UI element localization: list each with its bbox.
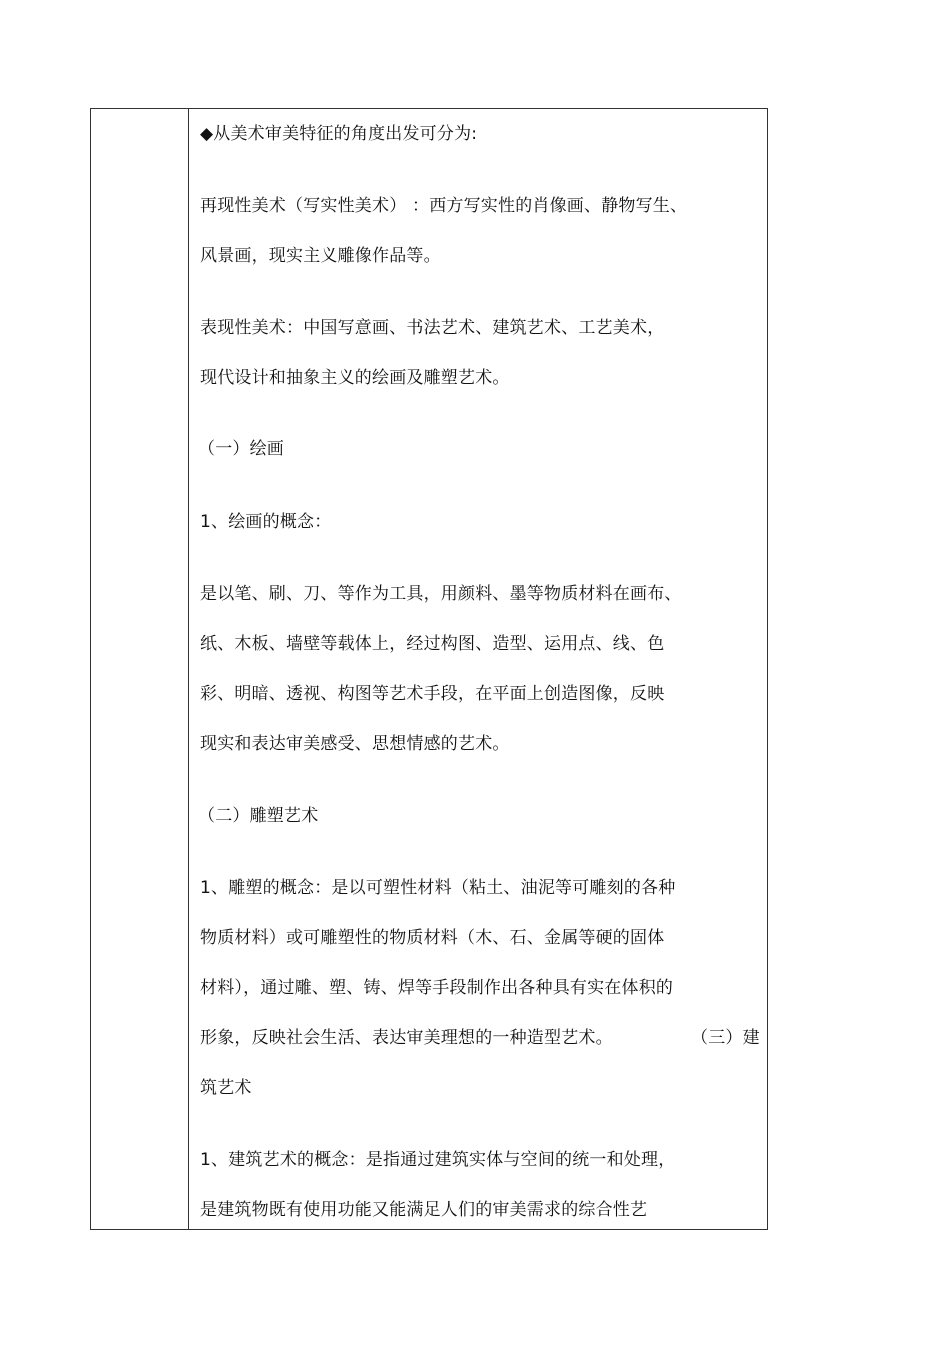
section-heading-architecture-part2: 筑艺术 bbox=[200, 1078, 252, 1098]
text-line-architecture-def-1: 1、建筑艺术的概念：是指通过建筑实体与空间的统一和处理， bbox=[200, 1150, 676, 1170]
text-line-expressive-art-cont: 现代设计和抽象主义的绘画及雕塑艺术。 bbox=[200, 368, 510, 388]
section-heading-architecture-part1: （三）建 bbox=[691, 1028, 760, 1048]
text-line-painting-def-1: 是以笔、刷、刀、等作为工具，用颜料、墨等物质材料在画布、 bbox=[200, 584, 682, 604]
section-heading-sculpture: （二）雕塑艺术 bbox=[198, 806, 319, 826]
text-line-expressive-art: 表现性美术：中国写意画、书法艺术、建筑艺术、工艺美术， bbox=[200, 318, 665, 338]
section-heading-painting: （一）绘画 bbox=[198, 439, 284, 459]
text-line-sculpture-def-3: 材料），通过雕、塑、铸、焊等手段制作出各种具有实在体积的 bbox=[200, 978, 674, 998]
text-line-representational-art: 再现性美术（写实性美术） ：西方写实性的肖像画、静物写生、 bbox=[200, 196, 688, 216]
text-line-architecture-def-2: 是建筑物既有使用功能又能满足人们的审美需求的综合性艺 bbox=[200, 1200, 648, 1220]
text-line-sculpture-def-4: 形象，反映社会生活、表达审美理想的一种造型艺术。 bbox=[200, 1028, 613, 1048]
text-line-representational-art-cont: 风景画，现实主义雕像作品等。 bbox=[200, 246, 441, 266]
content-cell bbox=[91, 109, 767, 1229]
text-line-painting-def-4: 现实和表达审美感受、思想情感的艺术。 bbox=[200, 734, 510, 754]
text-line-sculpture-def-1: 1、雕塑的概念：是以可塑性材料（粘土、油泥等可雕刻的各种 bbox=[200, 878, 676, 898]
text-line-painting-def-2: 纸、木板、墙壁等载体上，经过构图、造型、运用点、线、色 bbox=[200, 634, 665, 654]
text-line-sculpture-def-2: 物质材料）或可雕塑性的物质材料（木、石、金属等硬的固体 bbox=[200, 928, 665, 948]
text-line-painting-concept-title: 1、绘画的概念： bbox=[200, 512, 332, 532]
text-line-painting-def-3: 彩、明暗、透视、构图等艺术手段，在平面上创造图像，反映 bbox=[200, 684, 665, 704]
document-table bbox=[90, 108, 768, 1230]
text-line-aesthetic-categories: ◆从美术审美特征的角度出发可分为: bbox=[200, 124, 478, 144]
